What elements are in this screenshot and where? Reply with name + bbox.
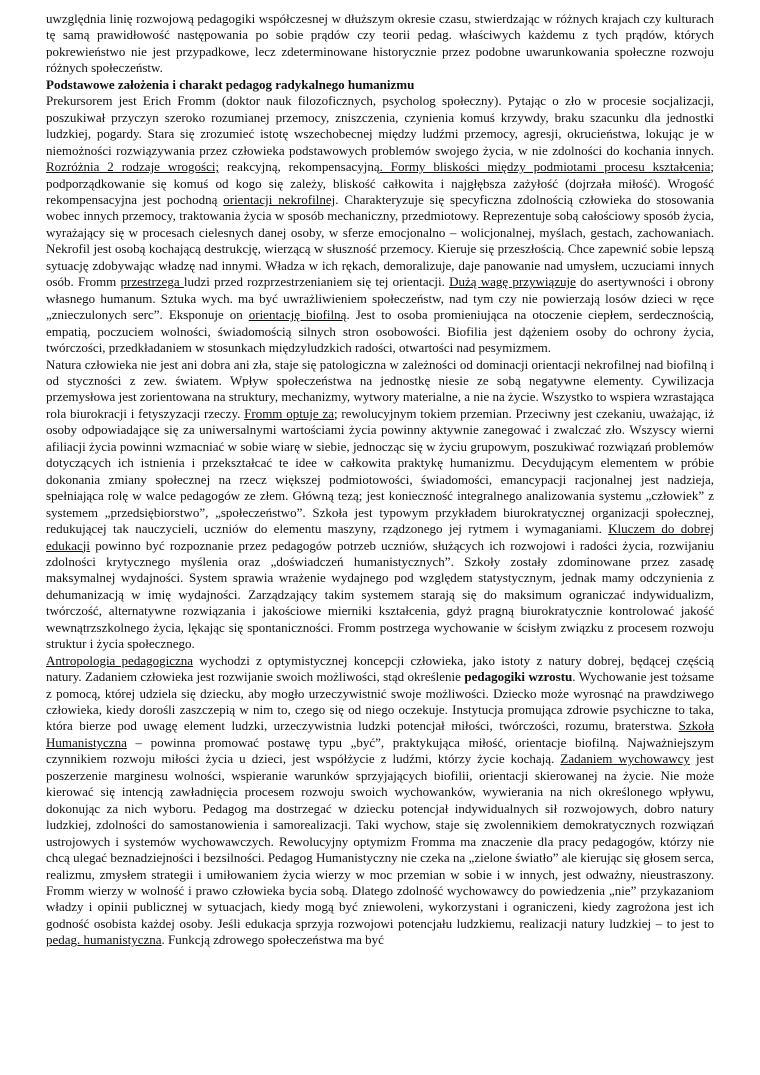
text-run: . Wychowanie jest tożsame z pomocą, której udziela się dziecku, aby mogło urzeczywistnić swoje możliwości. Dziecko może wyrosnąć na prawdziwego człowieka, kiedy dorośli zaszczepią w nim to, czego się od niego oczekuje. Instytucja promująca zdrowie psychiczne to taka, która bierze pod uwagę element ludzki, urzeczywistnia ludzki potencjał miłości, twórczości, rozumu, braterstwa. <box>46 669 714 734</box>
text-run: ; podporządkowanie się komuś od kogo się zależy, bliskość całkowita i najgłębsza zażyłość (dojrzała miłość). Wrogość rekompensacyjna jest pochodną <box>46 159 714 207</box>
text-run: Prekursorem jest Erich Fromm (doktor nauk filozoficznych, psycholog społeczny). Pytając o zło w procesie socjalizacji, poszukiwał przyczyn szeroko rozumianej przemocy, zniszczenia, czynienia komuś krzywdy, braku szacunku dla jednostki ludzkiej, pogardy. Stara się zrozumieć istotę wszechobecnej między ludźmi przemocy, agresji, okrucieństwa, lokując je w niemożności rozwiązywania przez człowieka podstawowych problemów swojego życia, w nie zdolności do kochania innych. <box>46 93 714 158</box>
underlined-phrase: przestrzega <box>120 274 184 290</box>
bold-phrase: pedagogiki wzrostu <box>464 669 573 685</box>
underlined-phrase: Dużą wagę przywiązuje <box>449 274 576 290</box>
paragraph-intro <box>46 11 714 77</box>
text-run: jest poszerzenie marginesu wolności, wspieranie warunków sprzyjających biofilii, orientacji skierowanej na życie. Nie może kierować się intencją zawładnięcia procesem rozwoju swoich wychowanków, wywierania na nich określonego wpływu, dokonując za nich wyboru. Pedagog ma dostrzegać w dziecku potencjał indywidualnych sił rozwojowych, dobro natury ludzkiej, zdolności do samostanowienia i samorealizacji. Taki wychow, staje się zwolennikiem demokratycznych rozwiązań ustrojowych i systemów wychowawczych. Rewolucyjny optymizm Fromma ma znaczenie dla pracy pedagogów, którzy nie chcą ulegać beznadziejności i bezsilności. Pedagog Humanistyczny nie czeka na „zielone światło” ale kierując się głosem serca, realizmu, zmysłem strategii i umiłowaniem życia wierzy w moc przemian w sobie i w innych, jest odważny, nieustraszony. Fromm wierzy w wolność i prawo człowieka bycia sobą. Dlatego zdolność wychowawcy do powiedzenia „nie” przykazaniom władzy i opinii publicznej w sytuacjach, kiedy mogą być zniewoleni, wykorzystani i ograniczeni, kiedy zagrożona jest ich godność osobista każdej osoby. Jeśli edukacja sprzyja rozwojowi potencjału ludzkiemu, realizacji natury ludzkiej – to jest to <box>46 751 714 931</box>
text-run: ludzi przed rozprzestrzenianiem się tej orientacji. <box>183 274 450 290</box>
text-run: wychodzi z optymistycznej koncepcji człowieka, jako istoty z natury dobrej, będącej częścią natury. Zadaniem człowieka jest rozwijanie swoich możliwości, stąd określenie <box>46 652 714 685</box>
text-run: . Charakteryzuje się specyficzna zdolnością człowieka do stosowania wobec innych przemocy, traktowania życia w sposób mechaniczny, przedmiotowy. Reprezentuje sobą całościowy sposób życia, wyrażający się w procesach cielesnych danej osoby, w sferze emocjonalno – wolicjonalnej, myślach, gestach, zachowaniach. Nekrofil jest osobą kochającą destrukcję, wierzącą w słuszność przemocy. Kieruje się przeszłością. Chce zapewnić sobie lepszą sytuację zdobywając władzę nad innymi. Władza w ich rękach, demoralizuje, daje panowanie nad umysłem, uczuciami innych osób. Fromm <box>46 191 714 290</box>
underlined-phrase: Fromm optuje za <box>244 405 335 421</box>
text-run: . Funkcją zdrowego społeczeństwa ma być <box>161 932 384 948</box>
underlined-phrase: orientację biofilną <box>248 307 347 323</box>
underlined-phrase: pedag. humanistyczna <box>46 932 162 948</box>
paragraph-fromm <box>46 93 714 356</box>
section-heading: Podstawowe założenia i charakt pedagog radykalnego humanizmu <box>46 76 415 92</box>
text-run: Natura człowieka nie jest ani dobra ani zła, staje się patologiczna w zależności od dominacji orientacji nekrofilnej nad biofilną i od styczności z zew. światem. Wpływ społeczeństwa na jednostkę niesie ze sobą negatywne elementy. Cywilizacja przemysłowa jest zorientowana na struktury, mechanizmy, wytwory materialne, a nie na życie. Wszystko to wspiera wzrastająca rola biurokracji i fetyszyzacji rzeczy. <box>46 356 714 421</box>
paragraph-pedagogical-anthropology <box>46 653 714 949</box>
underlined-phrase: Zadaniem wychowawcy <box>560 751 690 767</box>
text-run: . Jest to osoba promieniująca na otoczenie ciepłem, serdecznością, empatią, poczuciem wolności, świadomością silnych stron osobowości. Biofilia jest dążeniem osoby do ochrony życia, twórczości, przedkładaniem w stosunkach międzyludzkich radości, otwartości nad pesymizmem. <box>46 307 714 356</box>
text-run: reakcyjną, rekompensacyjną <box>219 159 380 175</box>
underlined-phrase: Kluczem do dobrej edukacji <box>46 521 714 553</box>
underlined-phrase: . Formy bliskości między podmiotami procesu kształcenia <box>379 159 711 175</box>
text-run: powinno być rozpoznanie przez pedagogów potrzeb uczniów, służących ich rozwojowi i radości życia, rozwijaniu zdolności krytycznego myślenia oraz „doświadczeń humanistycznych”. Szkoły zostały zdominowane przez zasadę maksymalnej wydajności. System sprawia wrażenie wydajnego pod względem statystycznym, jednak mamy odczynienia z dehumanizacją w imię wydajności. Zarządzający takim systemem starają się do maksimum ograniczać indywidualizm, twórczość, alternatywne rozwiązania i jakościowe mierniki kształcenia, gdyż pragną biurokratycznie kontrolować jakość wewnątrzszkolnego życia, lękając się spontaniczności. Fromm postrzega wychowanie w ścisłym związku z procesem rozwoju struktur i życia społecznego. <box>46 537 714 652</box>
text-run: – powinna promować postawę typu „być”, praktykująca miłość, orientacje biofilną. Najważniejszym czynnikiem rozwoju miłości życia u dzieci, jest współżycie z ludźmi, którzy życie kochają. <box>46 734 714 767</box>
underlined-phrase: Szkoła Humanistyczna <box>46 718 714 750</box>
text-run: uwzględnia linię rozwojową pedagogiki współczesnej w dłuższym okresie czasu, stwierdzając w różnych krajach czy kulturach tę samą prawidłowość następowania po sobie prądów czy teorii pedag. właściwych każdemu z tych prądów, których pokrewieństwo nie jest przypadkowe, lecz zdeterminowane historycznie przez podobne uwarunkowania społeczne rozwoju różnych społeczeństw. <box>46 11 714 76</box>
underlined-phrase: Rozróżnia 2 rodzaje wrogości; <box>46 159 220 175</box>
underlined-phrase: orientacji nekrofilnej <box>223 191 336 207</box>
text-run: ; rewolucyjnym tokiem przemian. Przeciwny jest czekaniu, uważając, iż osoby odpowiadające się za uniwersalnymi wartościami życia powinny aktywnie zanegować i zwalczać zło. Wszyscy wierni afiliacji życia powinni wzmacniać w sobie wiarę w siebie, jednocząc się w życiu grupowym, poszukiwać rozwiązań problemów dotyczących ich istnienia i przekształcać te idee w całkowita praktykę humanizmu. Decydującym elementem w próbie dokonania zmiany społecznej na rzecz większej podmiotowości, świadomości, emancypacji racjonalnej jest nadzieja, spełniająca rolę w walce pedagogów ze złem. Główną tezą; jest konieczność integralnego analizowania systemu „człowiek” z systemem „przedsiębiorstwo”, „społeczeństwo”. Szkoła jest typowym przykładem biurokratycznej organizacji społecznej, redukującej tak nauczycieli, uczniów do elementu maszyny, rządzonego jej rytmem i wymaganiami. <box>46 405 714 537</box>
underlined-phrase: Antropologia pedagogiczna <box>46 652 194 668</box>
text-run: do asertywności i obrony własnego humanum. Sztuka wych. ma być uwrażliwieniem społeczeństw, nad tym czy nie powierzają losów dzieci w ręce „znieczulonych serc”. Eksponuje on <box>46 274 714 323</box>
paragraph-human-nature <box>46 357 714 653</box>
